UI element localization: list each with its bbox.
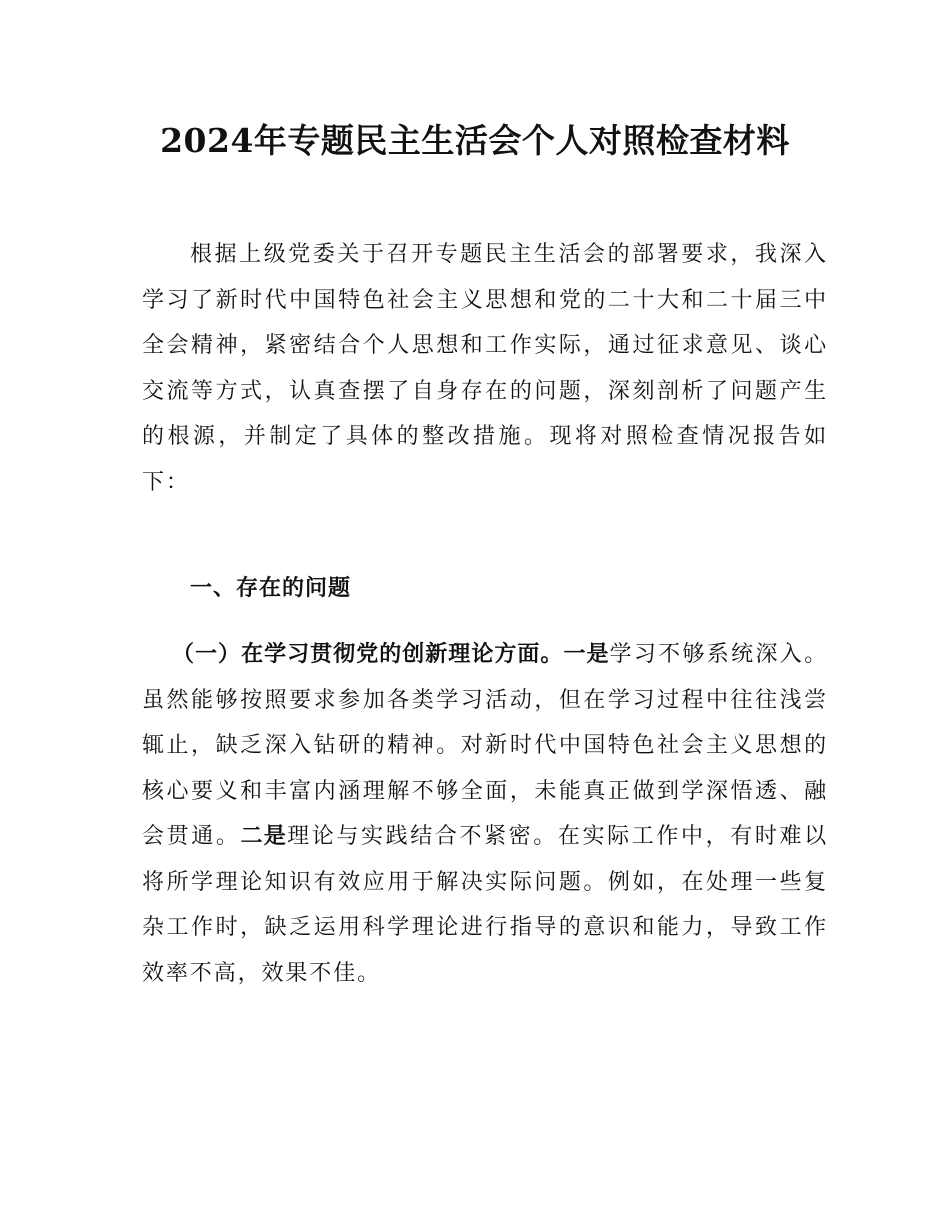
point-1-label: 一是 bbox=[563, 642, 610, 667]
document-title: 2024年专题民主生活会个人对照检查材料 bbox=[160, 121, 790, 160]
point-2-label: 二是 bbox=[240, 824, 288, 849]
intro-paragraph: 根据上级党委关于召开专题民主生活会的部署要求，我深入学习了新时代中国特色社会主义思想和党的二十大和二十届三中全会精神，紧密结合个人思想和工作实际，通过征求意见、谈心交流等方式，认真查摆了自身存在的问题，深刻剖析了问题产生的根源，并制定了具体的整改措施。现将对照检查情况报告如下： bbox=[142, 242, 828, 495]
subsection-heading: （一）在学习贯彻党的创新理论方面。 bbox=[172, 642, 564, 667]
point-2-text: 理论与实践结合不紧密。在实际工作中，有时难以将所学理论知识有效应用于解决实际问题。例如，在处理一些复杂工作时，缺乏运用科学理论进行指导的意识和能力，导致工作效率不高，效果不佳。 bbox=[142, 824, 828, 986]
point-1-text: 学习不够系统深入。虽然能够按照要求参加各类学习活动，但在学习过程中往往浅尝辄止，缺乏深入钻研的精神。对新时代中国特色社会主义思想的核心要义和丰富内涵理解不够全面，未能真正做到学深悟透、融会贯通。 bbox=[142, 642, 829, 849]
subsection-paragraph bbox=[142, 632, 828, 996]
section-heading: 一、存在的问题 bbox=[190, 576, 352, 601]
